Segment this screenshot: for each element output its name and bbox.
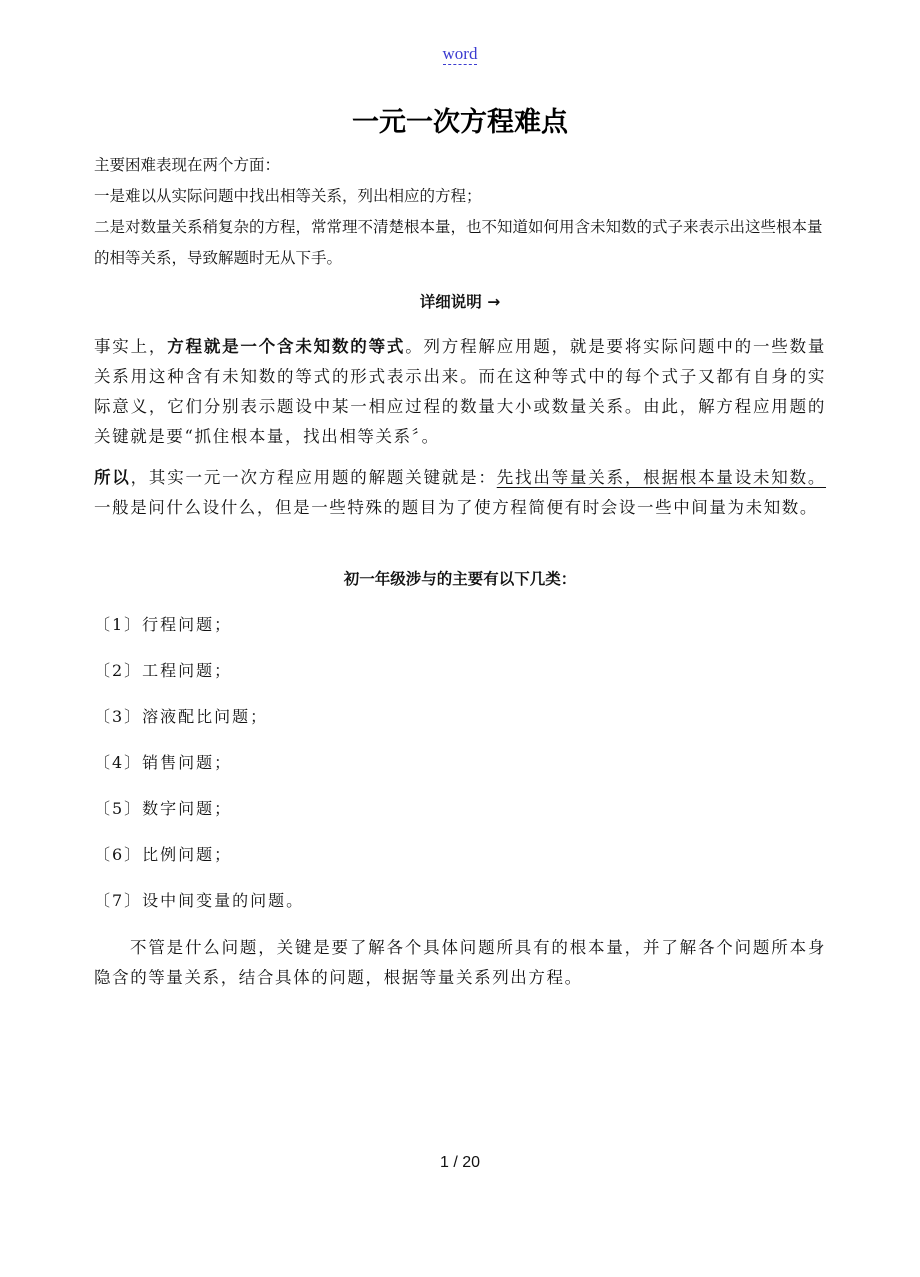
header-word-link[interactable]	[0, 44, 920, 64]
list-item: 〔7〕设中间变量的问题。	[94, 891, 305, 910]
paragraph-closing: 不管是什么问题，关键是要了解各个具体问题所具有的根本量，并了解各个问题所本身隐含的等量关系，结合具体的问题，根据等量关系列出方程。	[94, 938, 826, 987]
para2-underlined-key: 先找出等量关系，根据根本量设未知数。	[496, 468, 827, 487]
list-item: 〔3〕溶液配比问题；	[94, 707, 269, 726]
para1-bold-definition: 方程就是一个含未知数的等式	[167, 337, 406, 356]
paragraph-key-point	[94, 463, 826, 523]
intro-line: 一是难以从实际问题中找出相等关系，列出相应的方程；	[94, 187, 482, 205]
page-title: 一元一次方程难点	[352, 107, 568, 138]
intro-line: 二是对数量关系稍复杂的方程，常常理不清楚根本量，也不知道如何用含未知数的式子来表示出这些根本量的相等关系，导致解题时无从下手。	[94, 218, 823, 267]
para1-lead: 事实上，	[94, 337, 168, 356]
list-item: 〔2〕工程问题；	[94, 661, 233, 680]
detail-heading: 详细说明 →	[419, 293, 501, 311]
para2-bold: 所以	[94, 468, 131, 487]
para2-mid: ，其实一元一次方程应用题的解题关键就是：	[130, 468, 497, 487]
intro-line: 主要困难表现在两个方面：	[94, 156, 281, 174]
list-item: 〔1〕行程问题；	[94, 615, 233, 634]
page-number: 1 / 20	[439, 1154, 481, 1171]
list-item: 〔5〕数字问题；	[94, 799, 233, 818]
paragraph-equation-definition	[94, 332, 826, 452]
problem-types-list	[94, 610, 794, 932]
list-item: 〔6〕比例问题；	[94, 845, 233, 864]
header-word-link-text[interactable]: word	[442, 44, 478, 63]
types-heading: 初一年级涉与的主要有以下几类：	[343, 570, 577, 588]
para1-rest: 。列方程解应用题，就是要将实际问题中的一些数量关系用这种含有未知数的等式的形式表示出来。而在这种等式中的每个式子又都有自身的实际意义，它们分别表示题设中某一相应过程的数量大小或数量关系。由此，解方程应用题的关键就是要“抓住根本量，找出相等关系〞。	[94, 337, 826, 446]
list-item: 〔4〕销售问题；	[94, 753, 233, 772]
intro-section	[94, 150, 834, 274]
para2-rest: 一般是问什么设什么，但是一些特殊的题目为了使方程简便有时会设一些中间量为未知数。	[94, 498, 818, 517]
